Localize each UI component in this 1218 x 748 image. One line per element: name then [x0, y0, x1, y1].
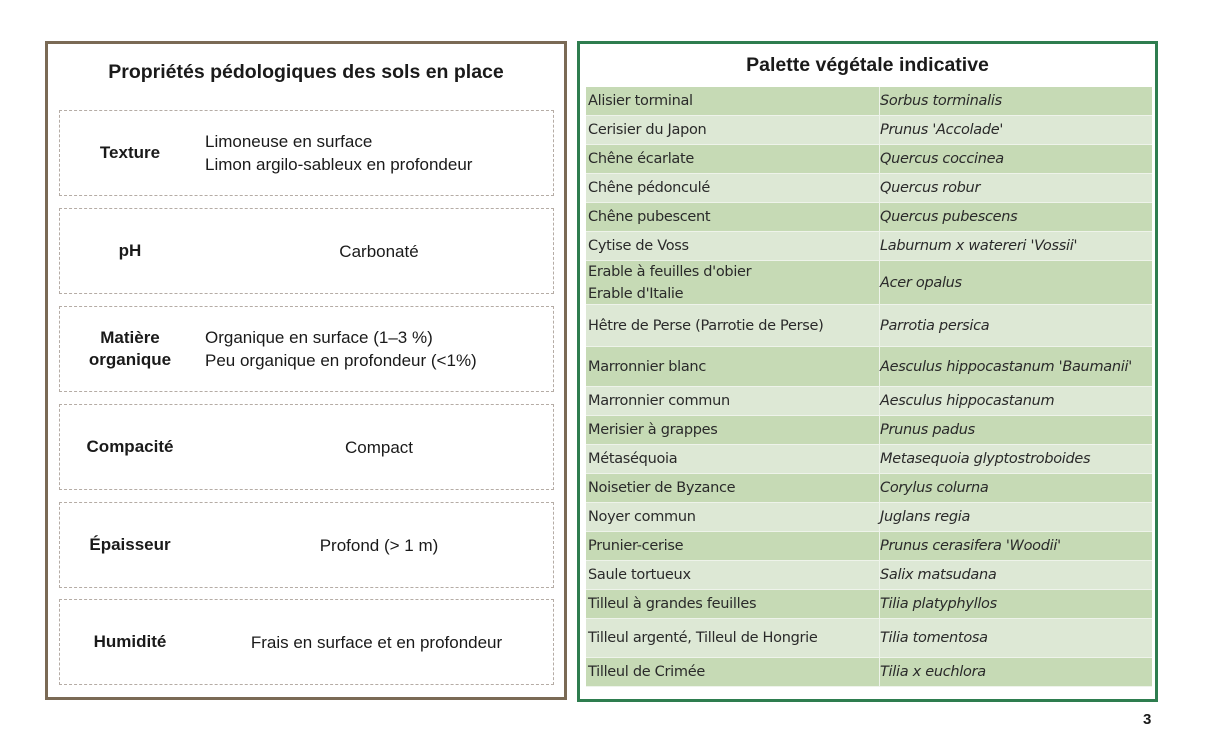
property-label: pH: [118, 241, 142, 260]
common-name-line: Chêne pédonculé: [588, 180, 710, 196]
page-number: 3: [1143, 711, 1152, 728]
latin-name: Tilia tomentosa: [880, 630, 988, 646]
latin-name: Corylus colurna: [880, 480, 989, 496]
common-name-line: Erable d'Italie: [588, 285, 684, 302]
common-name: [586, 145, 880, 173]
property-label: Texture: [99, 143, 161, 162]
plant-palette-panel: [577, 41, 1158, 702]
property-humidity: [59, 599, 554, 685]
value-line: Organique en surface (1–3 %): [205, 328, 433, 347]
plant-row: [586, 619, 1152, 658]
property-ph: [59, 208, 554, 294]
common-name-line: Noyer commun: [588, 509, 696, 525]
latin-name: Prunus padus: [880, 422, 975, 438]
value-line: Frais en surface et en profondeur: [250, 632, 503, 652]
common-name: [586, 445, 880, 473]
common-name: [586, 590, 880, 618]
common-name-line: Marronnier blanc: [588, 358, 706, 375]
common-name-line: Chêne pubescent: [588, 209, 711, 225]
latin-name: Quercus pubescens: [880, 209, 1018, 225]
property-thickness: [59, 502, 554, 588]
common-name: [586, 347, 880, 386]
plant-row: [586, 116, 1152, 145]
common-name: [586, 116, 880, 144]
property-value: [235, 405, 523, 489]
plant-row: [586, 387, 1152, 416]
plant-row: [586, 347, 1152, 387]
plant-row: [586, 474, 1152, 503]
common-name-line: Noisetier de Byzance: [588, 480, 736, 496]
property-label: [60, 307, 200, 391]
common-name: [586, 305, 880, 346]
latin-name: Juglans regia: [880, 509, 971, 525]
property-value: [205, 111, 553, 195]
value-line: Peu organique en profondeur (<1%): [205, 351, 477, 370]
latin-name: Tilia x euchlora: [880, 664, 986, 680]
common-name: [586, 532, 880, 560]
value-line: Carbonaté: [339, 241, 419, 261]
common-name-line: Hêtre de Perse (Parrotie de Perse): [588, 317, 824, 334]
common-name-line: Tilleul argenté, Tilleul de Hongrie: [588, 630, 818, 646]
plant-palette-title: Palette végétale indicative: [746, 54, 989, 76]
latin-name: Quercus coccinea: [880, 151, 1004, 167]
common-name-line: Marronnier commun: [588, 393, 730, 409]
plant-row: [586, 416, 1152, 445]
latin-name: Tilia platyphyllos: [880, 596, 997, 612]
property-label: Épaisseur: [89, 535, 171, 554]
plant-row: [586, 232, 1152, 261]
latin-name: Quercus robur: [880, 180, 981, 196]
plant-row: [586, 174, 1152, 203]
common-name: [586, 87, 880, 115]
latin-name: Metasequoia glyptostroboides: [880, 451, 1091, 467]
common-name-line: Tilleul de Crimée: [588, 664, 705, 680]
property-value: [235, 209, 523, 293]
common-name-line: Alisier torminal: [588, 93, 693, 109]
common-name-line: Chêne écarlate: [588, 151, 695, 167]
common-name-line: Erable à feuilles d'obier: [588, 263, 752, 280]
common-name: [586, 561, 880, 589]
property-organic-matter: [59, 306, 554, 392]
common-name: [586, 387, 880, 415]
plant-row: [586, 590, 1152, 619]
value-line: Limoneuse en surface: [205, 132, 373, 151]
property-value: [235, 503, 523, 587]
common-name-line: Tilleul à grandes feuilles: [588, 596, 757, 612]
plant-row: [586, 532, 1152, 561]
value-line: Limon argilo-sableux en profondeur: [205, 155, 473, 174]
latin-name: Sorbus torminalis: [880, 93, 1002, 109]
common-name: [586, 416, 880, 444]
value-line: Compact: [344, 437, 414, 457]
plant-row: [586, 658, 1152, 687]
common-name: [586, 232, 880, 260]
plant-row: [586, 145, 1152, 174]
common-name: [586, 474, 880, 502]
common-name: [586, 174, 880, 202]
latin-name: Parrotia persica: [880, 317, 990, 334]
property-label: Humidité: [93, 632, 167, 651]
latin-name: Acer opalus: [880, 274, 962, 291]
latin-name: Prunus 'Accolade': [880, 122, 1004, 138]
latin-name: Salix matsudana: [880, 567, 997, 583]
common-name: [586, 503, 880, 531]
label-line: Matière: [100, 328, 160, 347]
property-value: [200, 600, 553, 684]
latin-name: Prunus cerasifera 'Woodii': [880, 538, 1061, 554]
latin-name: Aesculus hippocastanum 'Baumanii': [880, 358, 1132, 375]
common-name: [586, 203, 880, 231]
common-name-line: Cerisier du Japon: [588, 122, 707, 138]
soil-properties-title: Propriétés pédologiques des sols en place: [108, 61, 504, 83]
common-name: [586, 619, 880, 657]
latin-name: Aesculus hippocastanum: [880, 393, 1055, 409]
label-line: organique: [88, 350, 172, 369]
property-texture: [59, 110, 554, 196]
common-name: [586, 261, 880, 304]
property-compaction: [59, 404, 554, 490]
property-value: [205, 307, 553, 391]
common-name: [586, 658, 880, 686]
common-name-line: Cytise de Voss: [588, 238, 689, 254]
plant-row: [586, 503, 1152, 532]
common-name-line: Prunier-cerise: [588, 538, 684, 554]
plant-row: [586, 261, 1152, 305]
plant-row: [586, 203, 1152, 232]
common-name-line: Merisier à grappes: [588, 422, 718, 438]
plant-row: [586, 87, 1152, 116]
soil-properties-panel: [45, 41, 567, 700]
latin-name: Laburnum x watereri 'Vossii': [880, 238, 1078, 254]
plant-row: [586, 305, 1152, 347]
property-label: Compacité: [86, 437, 174, 456]
plant-row: [586, 445, 1152, 474]
common-name-line: Saule tortueux: [588, 567, 691, 583]
common-name-line: Métaséquoia: [588, 451, 678, 467]
plant-table: [586, 87, 1152, 687]
plant-row: [586, 561, 1152, 590]
value-line: Profond (> 1 m): [319, 535, 439, 555]
